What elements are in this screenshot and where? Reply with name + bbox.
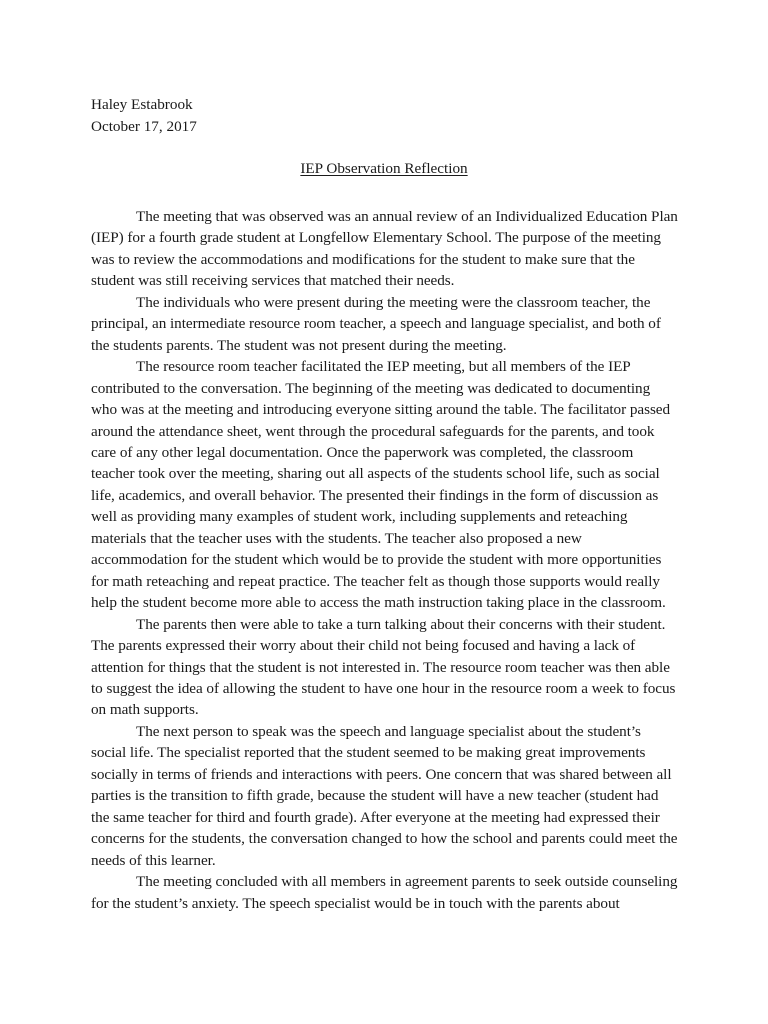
author-name: Haley Estabrook xyxy=(91,96,193,113)
paragraph-3: The resource room teacher facilitated the IEP meeting, but all members of the IEP contributed to the conversation. The beginning of the meeting was dedicated to documenting who was at the meeting and introducing everyone sitting around the table. The facilitator passed around the attendance sheet, went through the procedural safeguards for the parents, and took care of any other legal documentation. Once the paperwork was completed, the classroom teacher took over the meeting, sharing out all aspects of the students school life, such as social life, academics, and overall behavior. The presented their findings in the form of discussion as well as providing many examples of student work, including supplements and reteaching materials that the teacher uses with the students. The teacher also proposed a new accommodation for the student which would be to provide the student with more opportunities for math reteaching and repeat practice. The teacher felt as though those supports would really help the student become more able to access the math instruction taking place in the classroom. xyxy=(91,358,671,612)
paragraph-6: The meeting concluded with all members in agreement parents to seek outside counseling for the student’s anxiety. The speech specialist would be in touch with the parents about xyxy=(91,873,678,912)
document-header xyxy=(91,94,391,138)
document-title: IEP Observation Reflection xyxy=(300,160,468,177)
paragraph-1: The meeting that was observed was an annual review of an Individualized Education Plan (IEP) for a fourth grade student at Longfellow Elementary School. The purpose of the meeting was to review the accommodations and modifications for the student to make sure that the student was still receiving services that matched their needs. xyxy=(91,208,678,290)
paragraph-4: The parents then were able to take a turn talking about their concerns with their student. The parents expressed their worry about their child not being focused and having a lack of attention for things that the student is not interested in. The resource room teacher was then able to suggest the idea of allowing the student to have one hour in the resource room a week to focus on math supports. xyxy=(91,615,676,719)
document-title-line xyxy=(0,158,768,180)
document-date: October 17, 2017 xyxy=(91,118,197,135)
document-body xyxy=(91,206,679,914)
paragraph-5: The next person to speak was the speech and language specialist about the student’s social life. The specialist reported that the student seemed to be making great improvements socially in terms of friends and interactions with peers. One concern that was shared between all parties is the transition to fifth grade, because the student will have a new teacher (student had the same teacher for third and fourth grade). After everyone at the meeting had expressed their concerns for the students, the conversation changed to how the school and parents could meet the needs of this learner. xyxy=(91,722,678,869)
paragraph-2: The individuals who were present during the meeting were the classroom teacher, the principal, an intermediate resource room teacher, a speech and language specialist, and both of the students parents. The student was not present during the meeting. xyxy=(91,293,661,354)
